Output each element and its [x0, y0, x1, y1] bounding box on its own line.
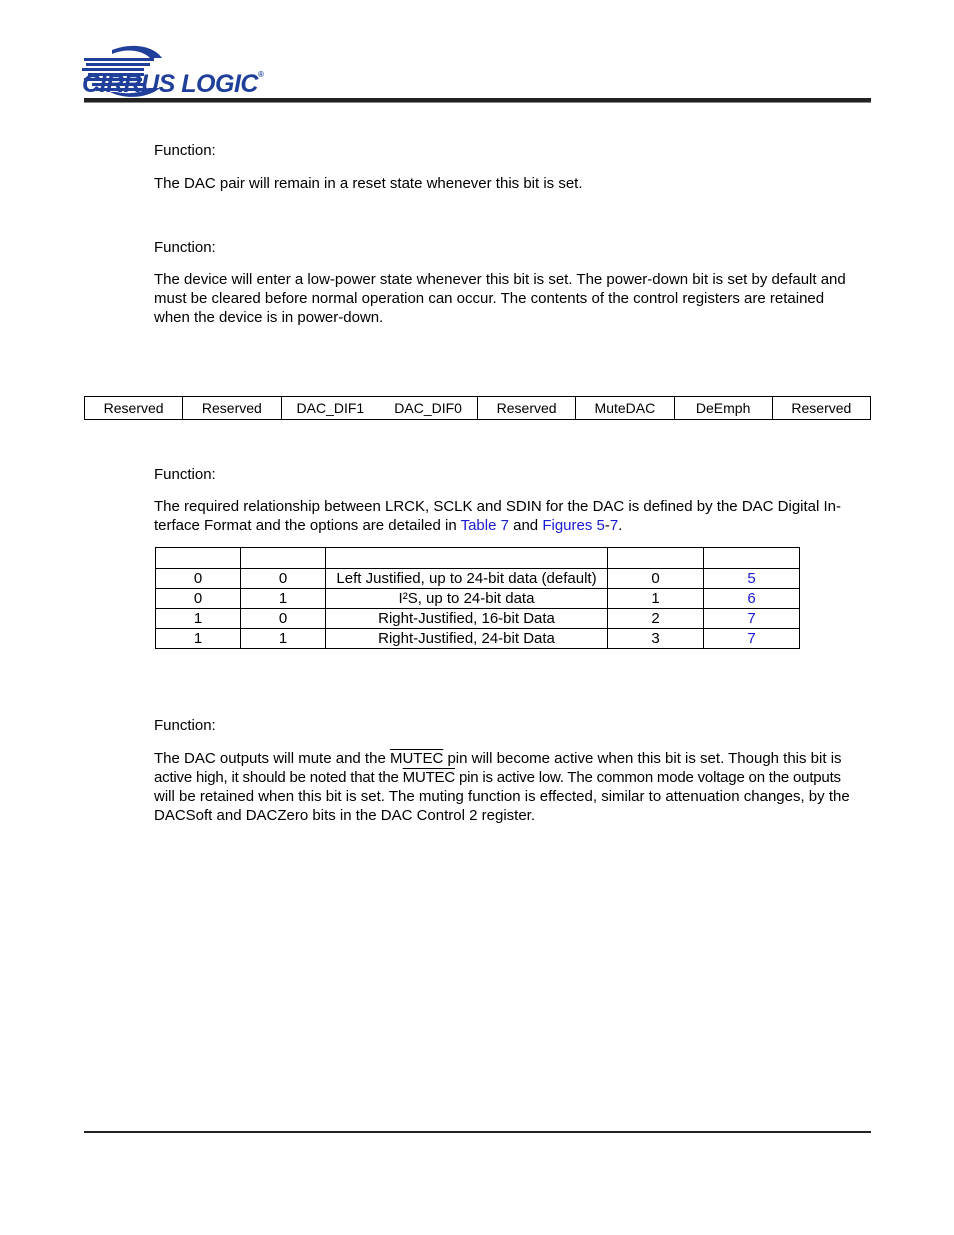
cell-figure-link[interactable]: 7: [704, 629, 800, 649]
cell-dif0: 0: [241, 609, 326, 629]
cell-dif0: 1: [241, 629, 326, 649]
header-rule: [84, 98, 871, 102]
figure-7-link[interactable]: 7: [609, 517, 619, 534]
cell-format: 1: [608, 589, 704, 609]
register-bit-map: [84, 396, 871, 420]
reset-function-label: Function:: [154, 142, 216, 159]
footer-rule: [84, 1131, 871, 1133]
bit-1: DeEmph: [674, 397, 772, 420]
bit-4: DAC_DIF0: [379, 397, 477, 420]
powerdown-description: The device will enter a low-power state whenever this bit is set. The power-down bit is set by default and must be cleared before normal operation can occur. The contents of the control registers are retained when the device is in power-down.: [154, 271, 846, 326]
header-dif1: [156, 548, 241, 569]
bit-2: MuteDAC: [576, 397, 674, 420]
table-row: [156, 569, 800, 589]
cell-dif1: 1: [156, 609, 241, 629]
table-7-link[interactable]: Table 7: [460, 517, 509, 534]
bit-0: Reserved: [772, 397, 870, 420]
cell-dif1: 0: [156, 589, 241, 609]
cell-figure-link[interactable]: 5: [704, 569, 800, 589]
figure-5-link[interactable]: Figures 5: [542, 517, 605, 534]
mutec-pin-name: MUTEC: [402, 769, 455, 786]
cell-format: 2: [608, 609, 704, 629]
cell-description: Left Justified, up to 24-bit data (default): [326, 569, 608, 589]
mute-function-label: Function:: [154, 717, 216, 734]
header-figure: [704, 548, 800, 569]
powerdown-function-label: Function:: [154, 239, 216, 256]
table-row: [156, 609, 800, 629]
mutec-pin-name: MUTEC: [389, 750, 444, 767]
logo-text: CIRRUS LOGIC®: [82, 70, 264, 98]
reset-description: The DAC pair will remain in a reset state whenever this bit is set.: [154, 175, 583, 192]
cell-figure-link[interactable]: 6: [704, 589, 800, 609]
cell-description: Right-Justified, 16-bit Data: [326, 609, 608, 629]
bit-3: Reserved: [478, 397, 576, 420]
cell-dif1: 0: [156, 569, 241, 589]
cell-dif1: 1: [156, 629, 241, 649]
bit-5: DAC_DIF1: [281, 397, 379, 420]
table-row: [156, 589, 800, 609]
cell-format: 0: [608, 569, 704, 589]
table-row: [156, 629, 800, 649]
cell-format: 3: [608, 629, 704, 649]
interface-format-table: [155, 547, 800, 649]
mute-description: The DAC outputs will mute and the MUTEC pin will become active when this bit is set. Though this bit is active high, it should be noted that the MUTEC pin is active low. The common mode voltage on the outputs will be retained when this bit is set. The muting function is effected, similar to attenuation changes, by the DACSoft and DACZero bits in the DAC Control 2 register.: [154, 750, 850, 824]
bit-6: Reserved: [183, 397, 281, 420]
table-header-row: [156, 548, 800, 569]
cell-figure-link[interactable]: 7: [704, 609, 800, 629]
header-dif0: [241, 548, 326, 569]
dif-function-label: Function:: [154, 466, 216, 483]
header-description: [326, 548, 608, 569]
header-format: [608, 548, 704, 569]
dif-description: The required relationship between LRCK, SCLK and SDIN for the DAC is defined by the DAC Digital In- terface Format and the options are detailed in Table 7 and Figures 5-7.: [154, 498, 842, 534]
cell-dif0: 1: [241, 589, 326, 609]
bit-7: Reserved: [85, 397, 183, 420]
cell-description: I²S, up to 24-bit data: [326, 589, 608, 609]
cell-description: Right-Justified, 24-bit Data: [326, 629, 608, 649]
cell-dif0: 0: [241, 569, 326, 589]
